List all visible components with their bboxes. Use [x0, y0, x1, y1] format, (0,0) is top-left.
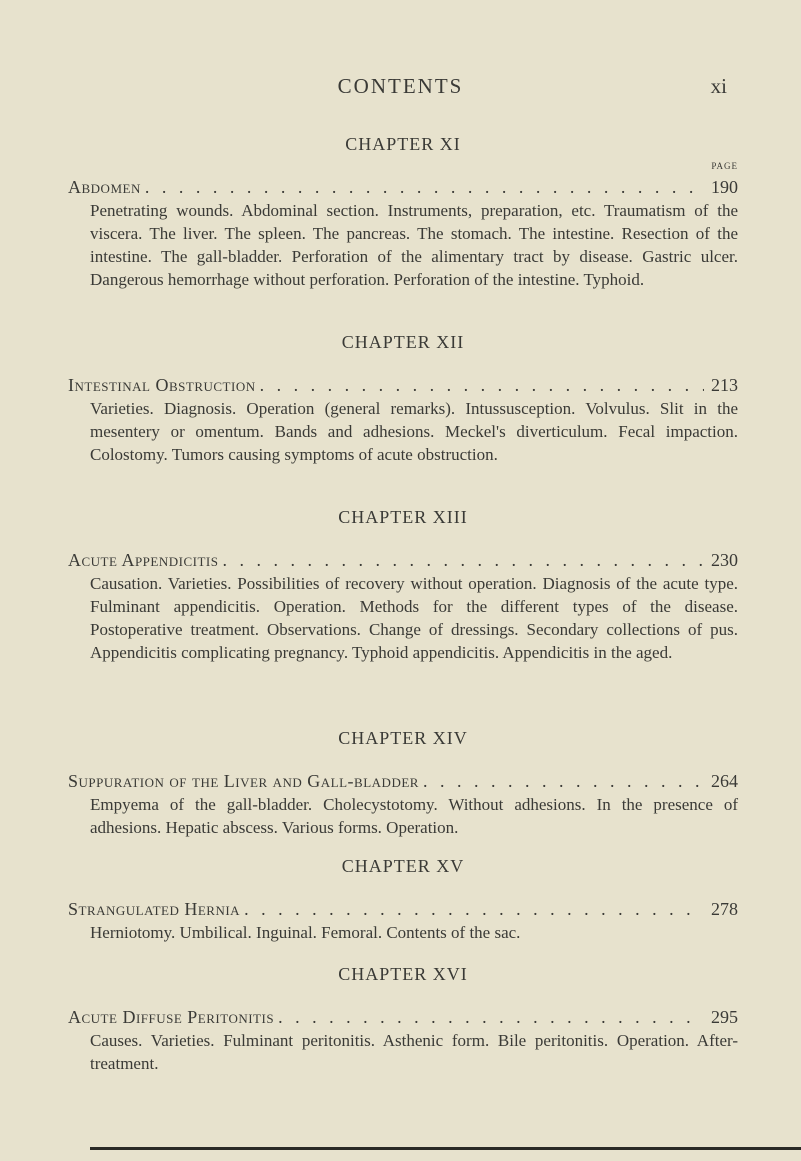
chapter-summary: Herniotomy. Umbilical. Inguinal. Femoral. Contents of the sac. [90, 923, 521, 942]
chapter-summary: Varieties. Diagnosis. Operation (general remarks). Intussusception. Volvulus. Slit in the mesentery or omentum. Bands and adhesions. Meckel's diverticulum. Fecal impaction. Colostomy. Tumors causing symptoms of acute obstruction. [90, 399, 738, 464]
chapter-heading: CHAPTER XII [341, 332, 465, 352]
entry-page-number: 230 [711, 550, 738, 570]
chapter-section [68, 504, 738, 664]
entry-page-number: 190 [711, 177, 738, 197]
toc-entry[interactable] [68, 549, 738, 572]
page-edge-rule [90, 1147, 801, 1150]
chapter-heading: CHAPTER XV [341, 856, 465, 876]
dot-leader [244, 898, 704, 921]
entry-page-number: 264 [711, 771, 738, 791]
chapter-summary: Causation. Varieties. Possibilities of recovery without operation. Diagnosis of the acute type. Fulminant appendicitis. Operation. Methods for the different types of the disease. Postoperative treatment. Observations. Change of dressings. Secondary collections of pus. Appendicitis complicating pregnancy. Typhoid appendicitis. Appendicitis in the aged. [90, 574, 738, 662]
toc-entry[interactable] [68, 770, 738, 793]
dot-leader [423, 770, 704, 793]
dot-leader [145, 176, 704, 199]
dot-leader [278, 1006, 704, 1029]
page-number: xi [710, 74, 727, 98]
toc-entry[interactable] [68, 176, 738, 199]
entry-page-number: 295 [711, 1007, 738, 1027]
chapter-section [68, 961, 738, 1075]
running-head [0, 74, 801, 104]
chapter-summary: Empyema of the gall-bladder. Cholecystotomy. Without adhesions. In the presence of adhesions. Hepatic abscess. Various forms. Operation. [90, 795, 738, 837]
chapter-heading: CHAPTER XIV [338, 728, 468, 748]
chapter-heading: CHAPTER XVI [338, 964, 468, 984]
chapter-section [68, 725, 738, 839]
chapter-summary: Causes. Varieties. Fulminant peritonitis. Asthenic form. Bile peritonitis. Operation. After-treatment. [90, 1031, 738, 1073]
entry-page-number: 278 [711, 899, 738, 919]
entry-title: Suppuration of the Liver and Gall-bladder [68, 771, 419, 791]
entry-title: Acute Diffuse Peritonitis [68, 1007, 275, 1027]
entry-page-number: 213 [711, 375, 738, 395]
chapter-heading: CHAPTER XI [345, 134, 461, 154]
entry-title: Strangulated Hernia [68, 899, 241, 919]
entry-title: Abdomen [68, 177, 141, 197]
entry-title: Acute Appendicitis [68, 550, 219, 570]
toc-entry[interactable] [68, 1006, 738, 1029]
toc-entry[interactable] [68, 898, 738, 921]
chapter-summary: Penetrating wounds. Abdominal section. Instruments, preparation, etc. Traumatism of the viscera. The liver. The spleen. The pancreas. The stomach. The intestine. Resection of the intestine. The gall-bladder. Perforation of the alimentary tract by disease. Gastric ulcer. Dangerous hemorrhage without perforation. Perforation of the intestine. Typhoid. [90, 201, 738, 289]
chapter-section [68, 329, 738, 466]
dot-leader [260, 374, 704, 397]
running-title: CONTENTS [337, 74, 464, 98]
page-column-label: PAGE [711, 161, 738, 171]
chapter-section [68, 853, 738, 944]
dot-leader [222, 549, 704, 572]
chapter-heading: CHAPTER XIII [338, 507, 468, 527]
chapter-section [68, 131, 738, 291]
entry-title: Intestinal Obstruction [68, 375, 256, 395]
toc-entry[interactable] [68, 374, 738, 397]
